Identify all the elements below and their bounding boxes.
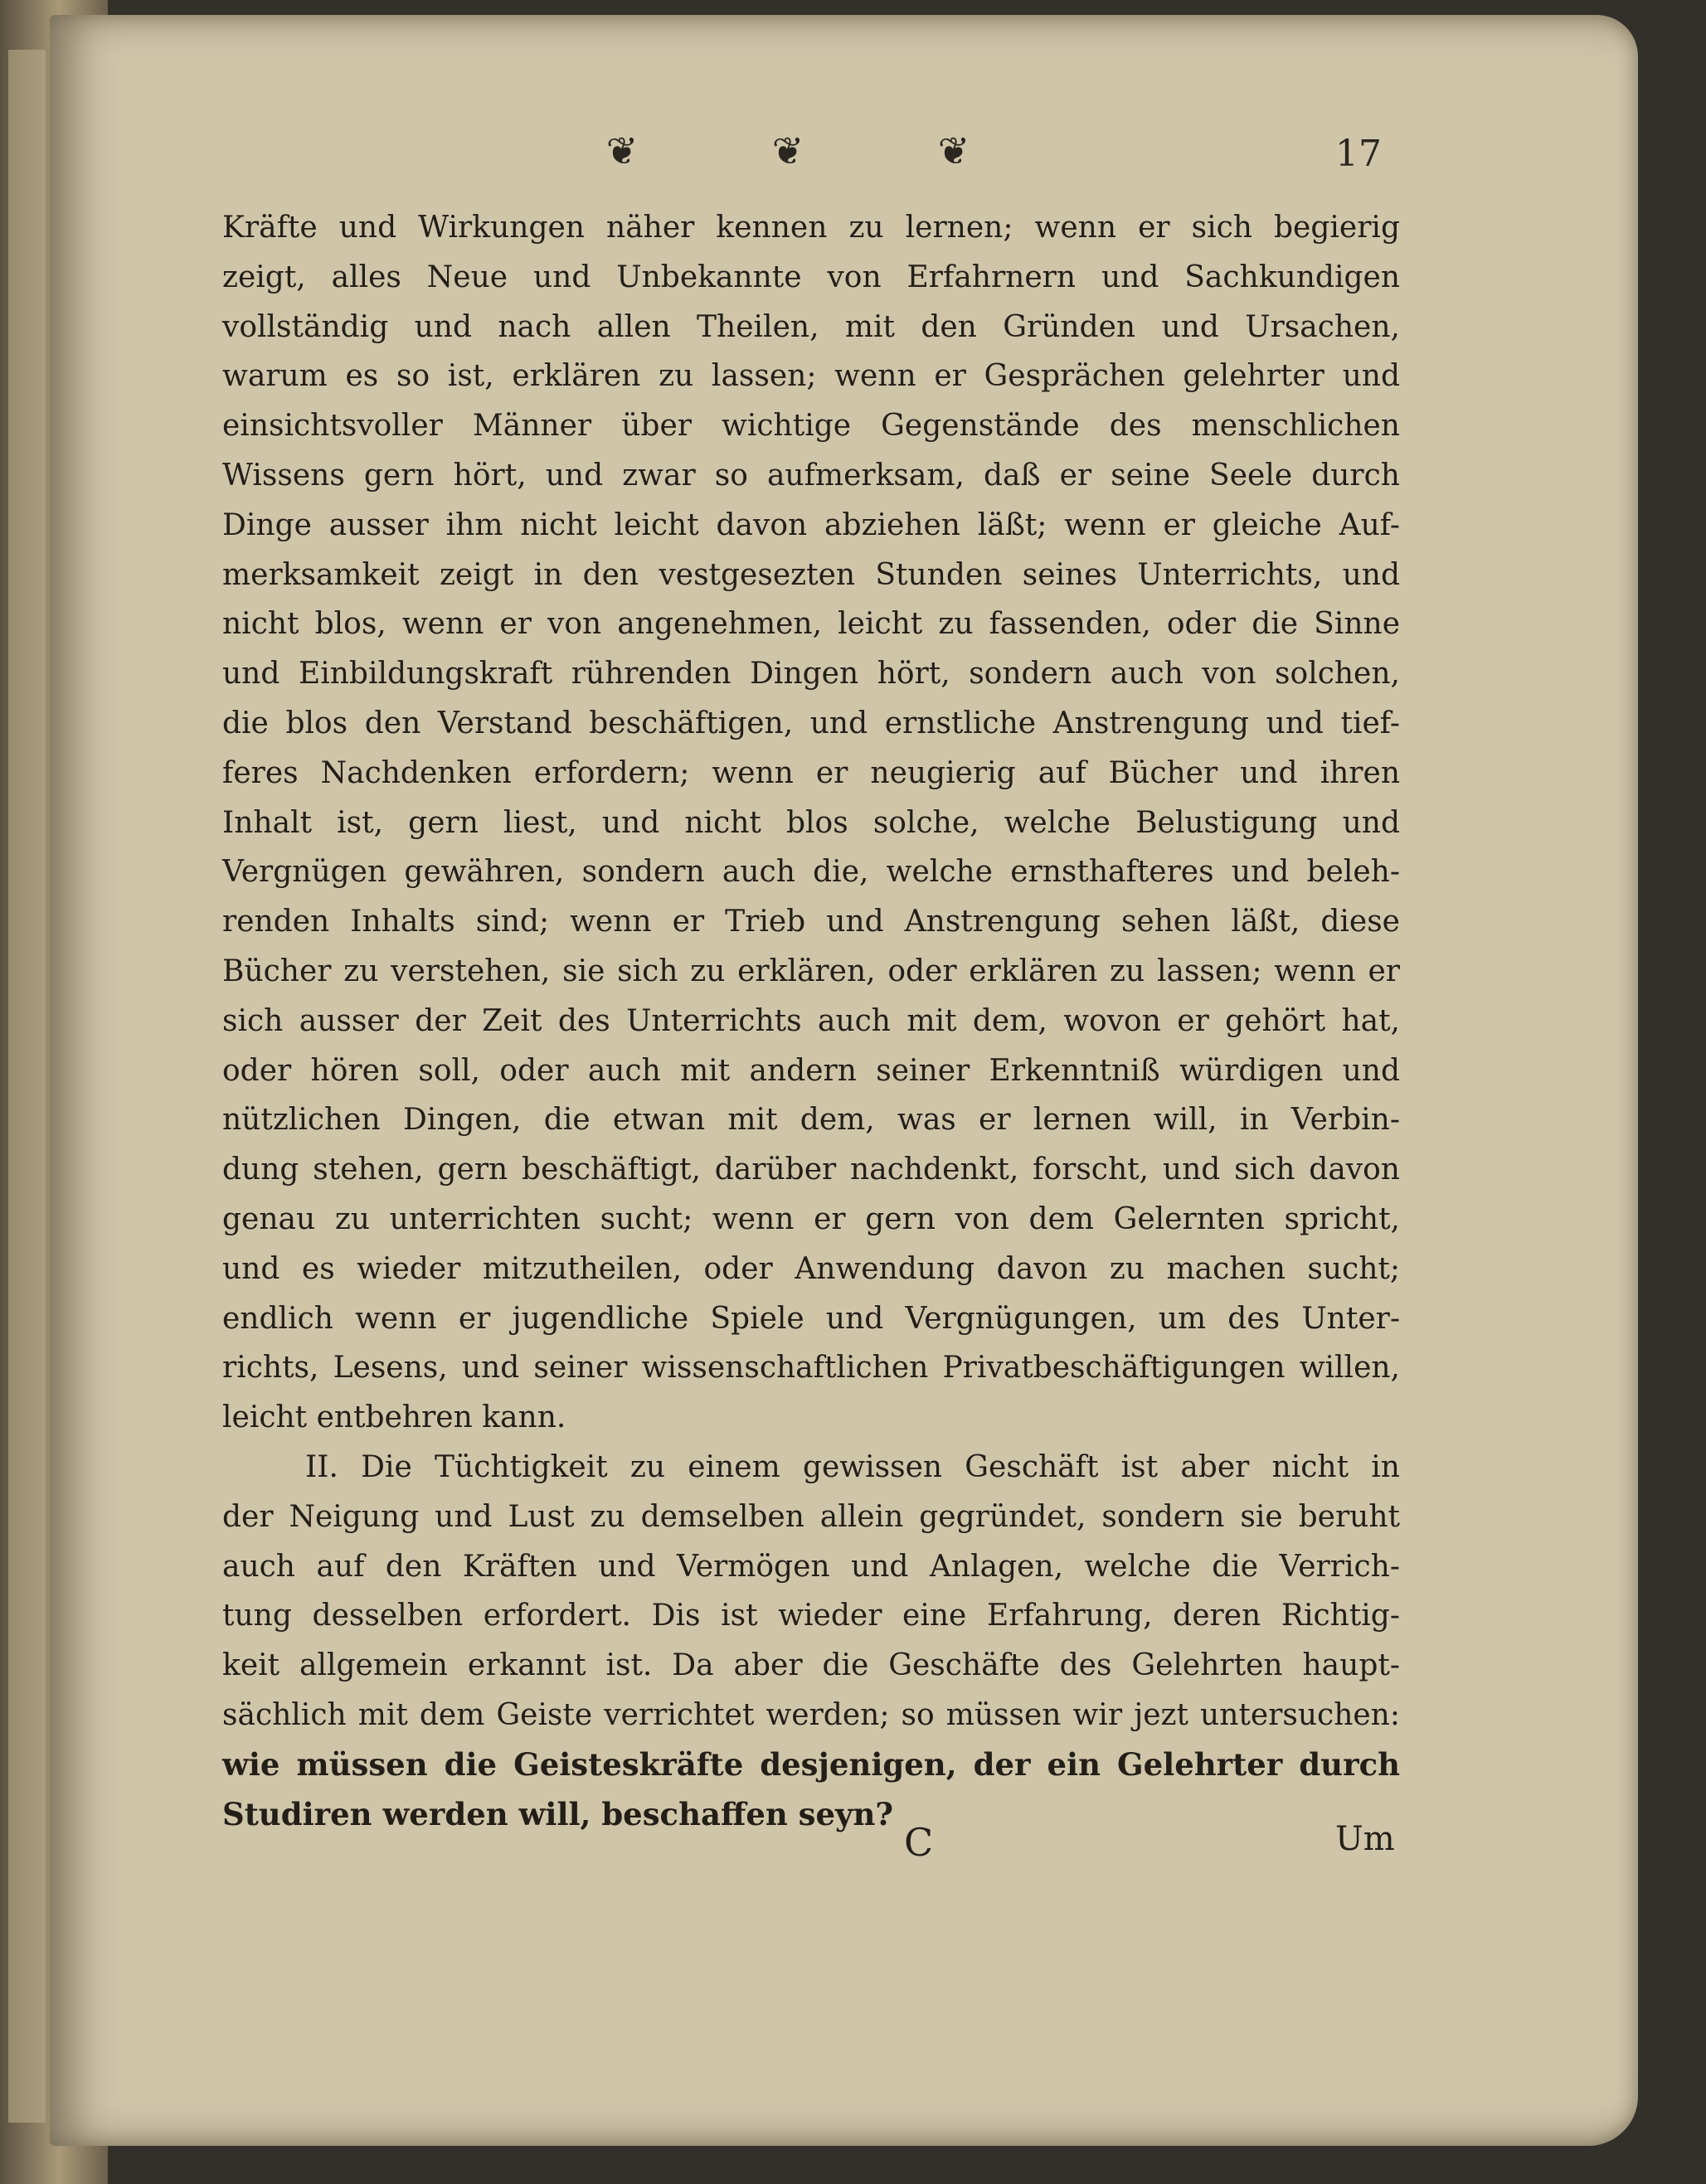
page-text — [222, 203, 1400, 1839]
text-line: genau zu unterrichten sucht; wenn er gern von dem Gelernten spricht, — [222, 1201, 1400, 1236]
text-line: merksamkeit zeigt in den vestgesezten Stunden seines Unterrichts, und — [222, 557, 1400, 592]
text-line: zeigt, alles Neue und Unbekannte von Erfahrnern und Sachkundigen — [222, 260, 1400, 294]
text-line: vollständig und nach allen Theilen, mit den Gründen und Ursachen, — [222, 309, 1400, 344]
text-line: Vergnügen gewähren, sondern auch die, welche ernsthafteres und beleh- — [222, 855, 1400, 890]
text-line: feres Nachdenken erfordern; wenn er neugierig auf Bücher und ihren — [222, 755, 1400, 790]
text-line: Kräfte und Wirkungen näher kennen zu lernen; wenn er sich begierig — [222, 211, 1400, 245]
paragraph-1 — [222, 203, 1400, 1443]
header-ornaments — [597, 129, 979, 173]
text-line: tung desselben erfordert. Dis ist wieder eine Erfahrung, deren Richtig- — [222, 1599, 1400, 1633]
text-line: Bücher zu verstehen, sie sich zu erklären, oder erklären zu lassen; wenn er — [222, 954, 1400, 988]
text-line: II. Die Tüchtigkeit zu einem gewissen Geschäft ist aber nicht in — [305, 1449, 1400, 1484]
text-line: und es wieder mitzutheilen, oder Anwendung davon zu machen sucht; — [222, 1251, 1400, 1286]
text-line: renden Inhalts sind; wenn er Trieb und Anstrengung sehen läßt, diese — [222, 905, 1400, 939]
text-line: Inhalt ist, gern liest, und nicht blos solche, welche Belustigung und — [222, 805, 1400, 840]
text-line: auch auf den Kräften und Vermögen und Anlagen, welche die Verrich- — [222, 1549, 1400, 1584]
text-line: leicht entbehren kann. — [222, 1400, 566, 1435]
text-line: Studiren werden will, beschaffen seyn? — [222, 1795, 894, 1832]
text-line: und Einbildungskraft rührenden Dingen hört, sondern auch von solchen, — [222, 657, 1400, 692]
text-line: warum es so ist, erklären zu lassen; wenn er Gesprächen gelehrter und — [222, 359, 1400, 394]
text-line: sich ausser der Zeit des Unterrichts auch mit dem, wovon er gehört hat, — [222, 1003, 1400, 1038]
left-page-strip — [8, 50, 46, 2123]
text-line: Dinge ausser ihm nicht leicht davon abziehen läßt; wenn er gleiche Auf- — [222, 507, 1400, 542]
text-line: dung stehen, gern beschäftigt, darüber nachdenkt, forscht, und sich davon — [222, 1153, 1400, 1187]
text-line: die blos den Verstand beschäftigen, und ernstliche Anstrengung und tief- — [222, 706, 1400, 740]
text-line: einsichtsvoller Männer über wichtige Gegenstände des menschlichen — [222, 409, 1400, 444]
text-line: nützlichen Dingen, die etwan mit dem, was er lernen will, in Verbin- — [222, 1103, 1400, 1138]
ornament-icon: ❦ — [605, 129, 639, 173]
ornament-icon: ❦ — [771, 129, 804, 173]
text-line: nicht blos, wenn er von angenehmen, leicht zu fassenden, oder die Sinne — [222, 607, 1400, 642]
text-line: Wissens gern hört, und zwar so aufmerksam, daß er seine Seele durch — [222, 458, 1400, 493]
page-number: 17 — [1335, 133, 1382, 175]
catchword: Um — [1335, 1820, 1395, 1858]
paragraph-2 — [222, 1443, 1400, 1740]
text-line: sächlich mit dem Geiste verrichtet werden; so müssen wir jezt untersuchen: — [222, 1697, 1400, 1732]
text-line: der Neigung und Lust zu demselben allein gegründet, sondern sie beruht — [222, 1499, 1400, 1534]
text-line: wie müssen die Geisteskräfte desjenigen, der ein Gelehrter durch — [222, 1745, 1400, 1783]
text-line: endlich wenn er jugendliche Spiele und Vergnügungen, um des Unter- — [222, 1301, 1400, 1336]
signature-mark: C — [904, 1820, 934, 1865]
text-line: keit allgemein erkannt ist. Da aber die Geschäfte des Gelehrten haupt- — [222, 1648, 1400, 1683]
ornament-icon: ❦ — [937, 129, 970, 173]
question-heading — [222, 1740, 1400, 1840]
text-line: richts, Lesens, und seiner wissenschaftlichen Privatbeschäftigungen willen, — [222, 1351, 1400, 1386]
text-line: oder hören soll, oder auch mit andern seiner Erkenntniß würdigen und — [222, 1053, 1400, 1088]
